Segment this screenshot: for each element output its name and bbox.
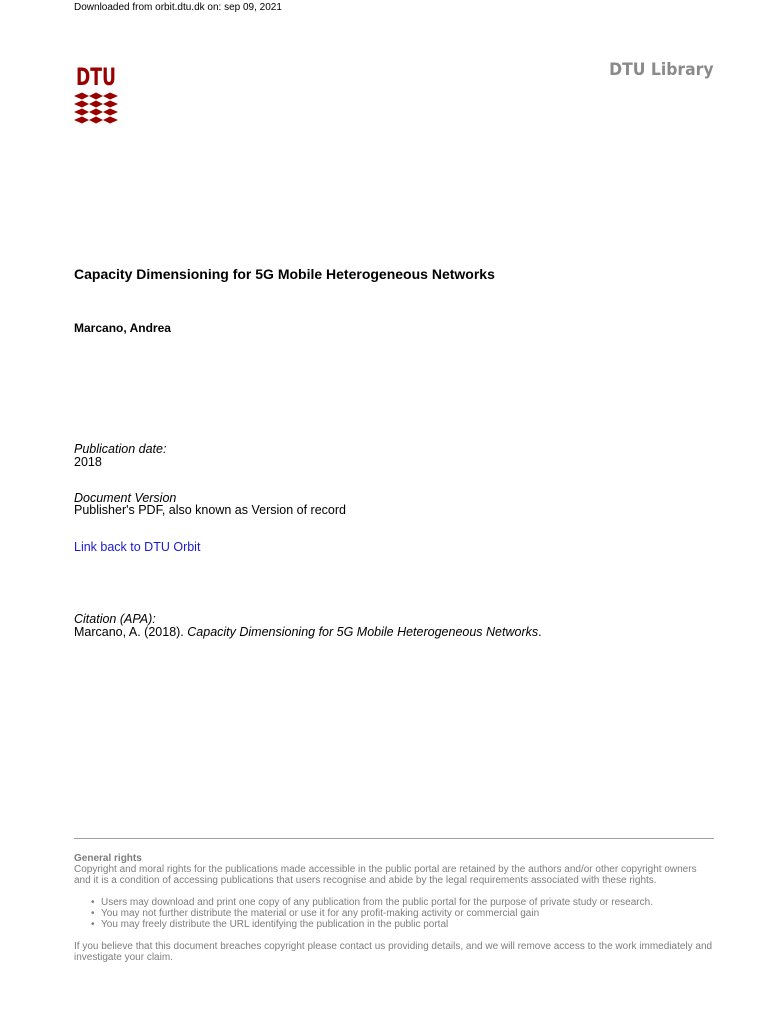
- download-note: Downloaded from orbit.dtu.dk on: sep 09, 2021: [74, 2, 282, 13]
- citation-suffix: .: [538, 625, 542, 639]
- logo-band-3: [74, 109, 118, 116]
- document-version-value: Publisher's PDF, also known as Version of record: [74, 503, 346, 517]
- rights-item-text: You may freely distribute the URL identifying the publication in the public portal: [101, 919, 449, 930]
- publication-date-value: 2018: [74, 455, 102, 469]
- dtu-logo: [74, 63, 118, 125]
- logo-text: DTU: [76, 63, 116, 91]
- logo-band-4: [74, 117, 118, 124]
- citation-title: Capacity Dimensioning for 5G Mobile Heterogeneous Networks: [187, 625, 539, 639]
- divider: [74, 838, 714, 839]
- rights-list-item: [91, 908, 716, 919]
- citation-text: [74, 626, 542, 639]
- rights-item-text: Users may download and print one copy of any publication from the public portal for the purpose of private study or research.: [101, 897, 653, 908]
- document-version-label: Document Version: [74, 491, 177, 505]
- document-title: Capacity Dimensioning for 5G Mobile Heterogeneous Networks: [74, 266, 495, 282]
- citation-prefix: Marcano, A. (2018).: [74, 625, 188, 639]
- logo-band-1: [74, 93, 118, 100]
- citation-label: Citation (APA):: [74, 612, 156, 626]
- rights-list: [91, 897, 716, 930]
- publication-date-label: Publication date:: [74, 442, 167, 456]
- rights-item-text: You may not further distribute the material or use it for any profit-making activity or commercial gain: [101, 908, 540, 919]
- dtu-library-wordmark: DTU Library: [609, 60, 714, 80]
- general-rights-heading: General rights: [74, 853, 142, 864]
- rights-list-item: [91, 919, 716, 930]
- logo-band-2: [74, 101, 118, 108]
- bullet-icon: •: [91, 897, 95, 908]
- author-name: Marcano, Andrea: [74, 321, 171, 335]
- breach-notice: If you believe that this document breaches copyright please contact us providing details, and we will remove access to the work immediately and investigate your claim.: [74, 941, 713, 963]
- bullet-icon: •: [91, 908, 95, 919]
- rights-list-item: [91, 897, 716, 908]
- dtu-orbit-link[interactable]: Link back to DTU Orbit: [74, 540, 201, 554]
- general-rights-section: [74, 853, 716, 963]
- bullet-icon: •: [91, 919, 95, 930]
- general-rights-body: Copyright and moral rights for the publications made accessible in the public portal are retained by the authors and/or other copyright owners and it is a condition of accessing publications that users recognise and abide by the legal requirements associated with these rights.: [74, 864, 697, 886]
